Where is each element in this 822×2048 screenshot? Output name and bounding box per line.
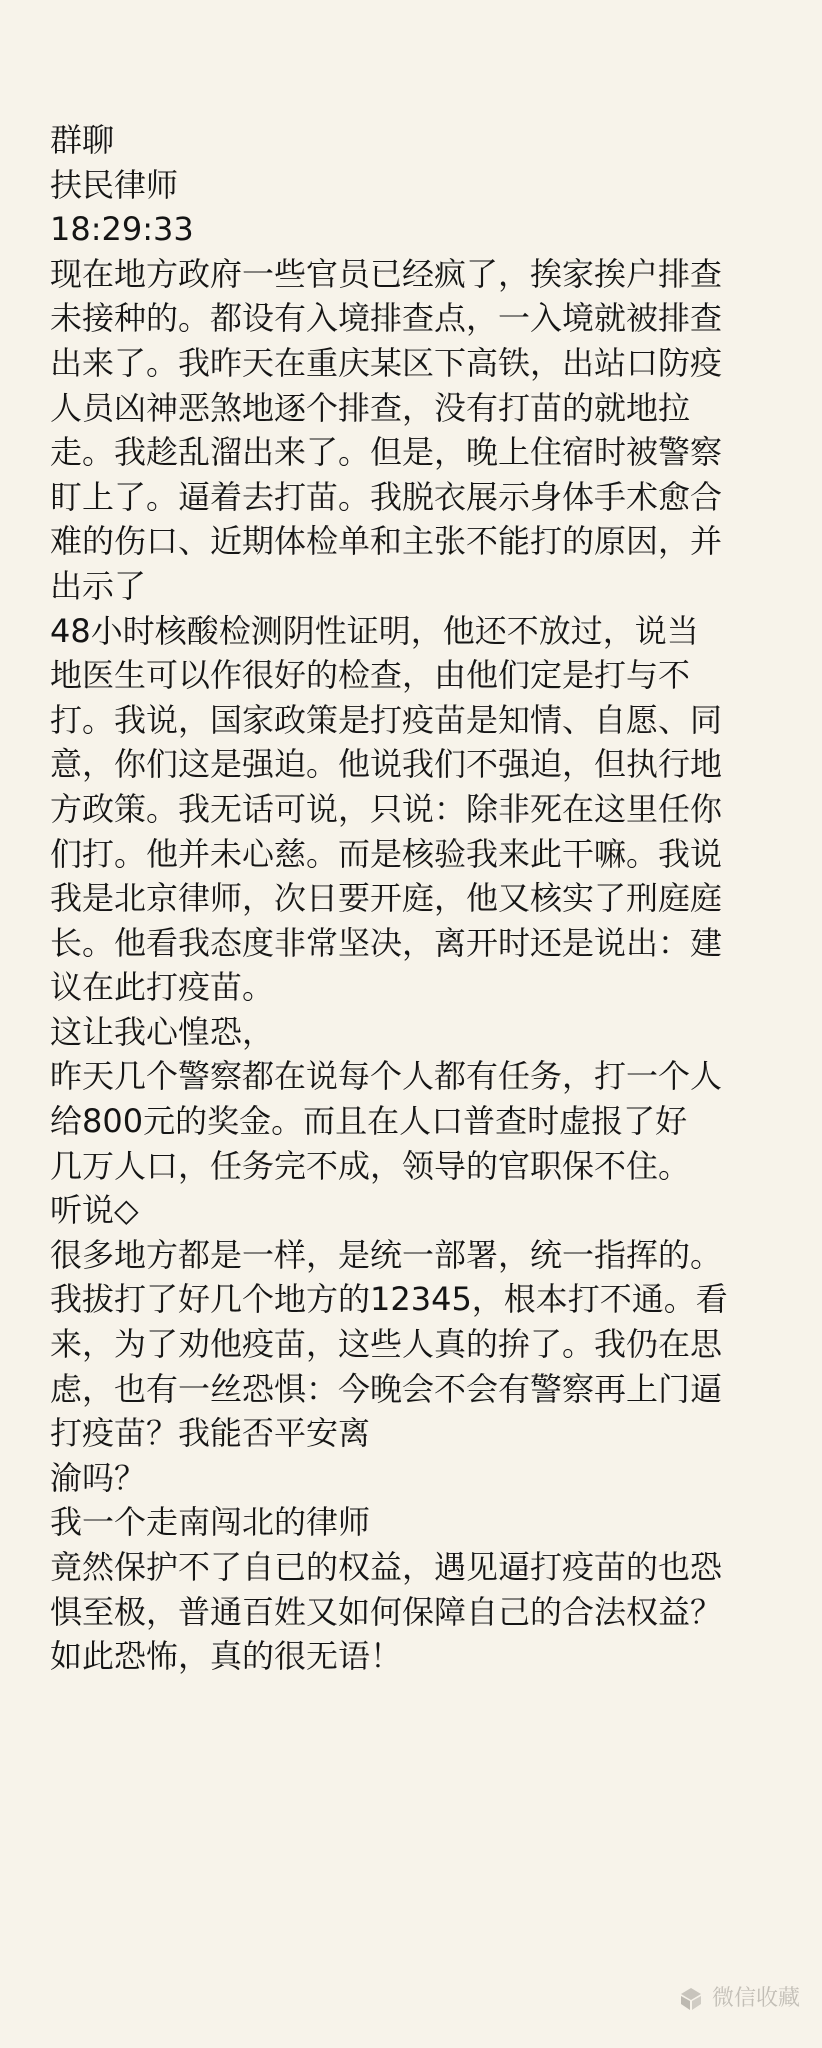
message-line: 我拔打了好几个地方的12345，根本打不通。看 bbox=[50, 1280, 728, 1319]
sender-name: 扶民律师 bbox=[50, 165, 179, 204]
message-line: 听说◇ bbox=[50, 1191, 139, 1230]
message-line: 虑，也有一丝恐惧：今晚会不会有警察再上门逼 bbox=[50, 1369, 723, 1408]
message-line: 们打。他并未心慈。而是核验我来此干嘛。我说 bbox=[50, 834, 723, 873]
message-line: 现在地方政府一些官员已经疯了，挨家挨户排查 bbox=[50, 254, 723, 293]
message-line: 竟然保护不了自已的权益，遇见逼打疫苗的也恐 bbox=[50, 1548, 723, 1586]
message-line: 盯上了。逼着去打苗。我脱衣展示身体手术愈合 bbox=[50, 477, 723, 516]
message-time: 18:29:33 bbox=[50, 210, 194, 249]
message-line: 给800元的奖金。而且在人口普查时虚报了好 bbox=[50, 1102, 688, 1141]
message-line: 意，你们这是强迫。他说我们不强迫，但执行地 bbox=[50, 745, 723, 784]
message-line: 我一个走南闯北的律师 bbox=[50, 1503, 371, 1542]
message-line: 打疫苗？我能否平安离 bbox=[50, 1414, 371, 1453]
message-line: 如此恐怖，真的很无语！ bbox=[50, 1637, 403, 1676]
message-line: 长。他看我态度非常坚决，离开时还是说出：建 bbox=[50, 923, 723, 962]
watermark-label: 微信收藏 bbox=[711, 1986, 800, 2011]
wechat-favorites-watermark bbox=[678, 1986, 800, 2012]
message-line: 这让我心惶恐， bbox=[50, 1012, 275, 1051]
message-line: 地医生可以作很好的检查，由他们定是打与不 bbox=[50, 656, 691, 695]
message-line: 议在此打疫苗。 bbox=[50, 968, 275, 1007]
message-line: 48小时核酸检测阴性证明，他还不放过，说当 bbox=[50, 611, 699, 650]
message-line: 出来了。我昨天在重庆某区下高铁，出站口防疫 bbox=[50, 343, 723, 382]
message-line: 人员凶神恶煞地逐个排查，没有打苗的就地拉 bbox=[50, 388, 691, 427]
wechat-favorites-icon bbox=[678, 1986, 704, 2012]
message-line: 出示了 bbox=[50, 566, 147, 605]
chat-message-text bbox=[50, 118, 792, 1679]
message-line: 未接种的。都设有入境排查点，一入境就被排查 bbox=[50, 299, 723, 338]
message-line: 几万人口，任务完不成，领导的官职保不住。 bbox=[50, 1146, 691, 1185]
message-line: 来，为了劝他疫苗，这些人真的拚了。我仍在思 bbox=[50, 1325, 723, 1364]
message-line: 很多地方都是一样，是统一部署，统一指挥的。 bbox=[50, 1235, 723, 1274]
message-line: 难的伤口、近期体检单和主张不能打的原因，并 bbox=[50, 522, 723, 561]
message-line: 渝吗？ bbox=[50, 1458, 147, 1497]
chat-title: 群聊 bbox=[50, 121, 115, 159]
message-line: 打。我说，国家政策是打疫苗是知情、自愿、同 bbox=[50, 700, 723, 739]
message-line: 我是北京律师，次日要开庭，他又核实了刑庭庭 bbox=[50, 879, 723, 918]
message-line: 方政策。我无话可说，只说：除非死在这里任你 bbox=[50, 789, 723, 828]
message-line: 惧至极，普通百姓又如何保障自己的合法权益？ bbox=[50, 1592, 723, 1631]
message-line: 走。我趁乱溜出来了。但是，晚上住宿时被警察 bbox=[50, 433, 723, 472]
message-line: 昨天几个警察都在说每个人都有任务，打一个人 bbox=[50, 1057, 723, 1096]
